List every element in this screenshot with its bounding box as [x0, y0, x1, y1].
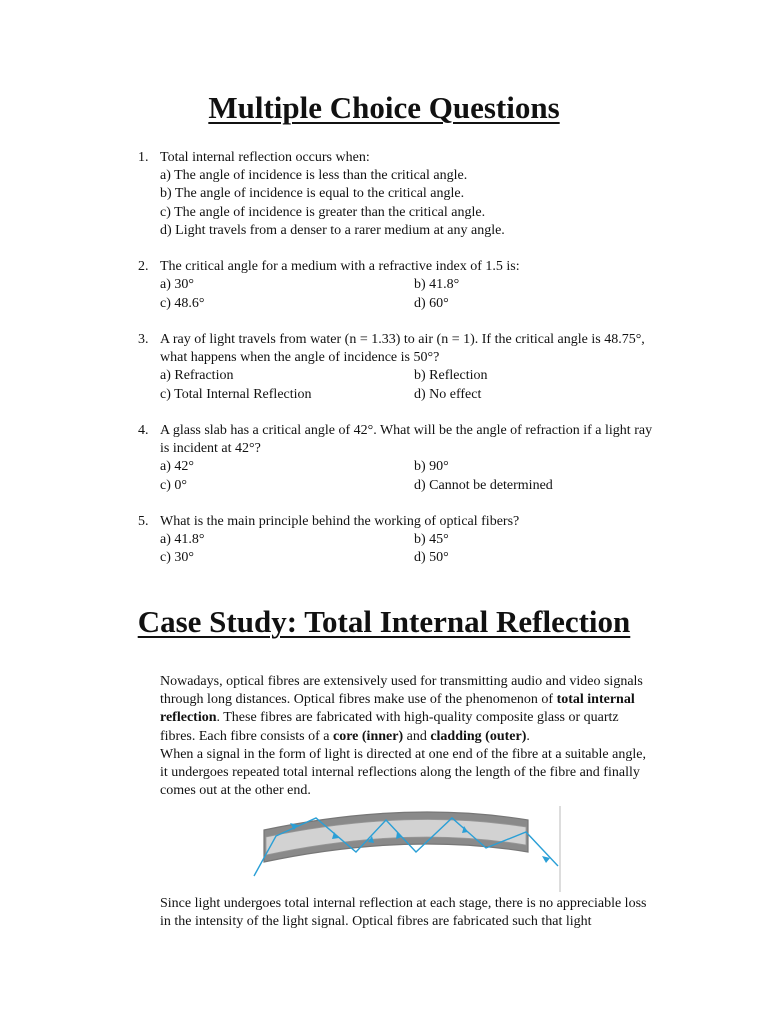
option-c: c) 0° [160, 477, 187, 493]
question-number: 5. [138, 514, 149, 529]
case-study-paragraph-1 [160, 673, 650, 800]
question-5 [138, 513, 658, 568]
option-a: a) 30° [160, 277, 194, 293]
option-grid [160, 367, 658, 403]
option-grid [160, 276, 658, 312]
p1-bold-core: core (inner) [333, 728, 404, 744]
option-b: b) 41.8° [414, 277, 460, 293]
option-c: c) The angle of incidence is greater than the critical angle. [160, 204, 486, 220]
p1-text-g: . [526, 728, 530, 744]
option-a: a) Refraction [160, 368, 234, 384]
question-2 [138, 258, 658, 313]
option-a: a) 41.8° [160, 532, 205, 548]
option-b: b) Reflection [414, 368, 488, 384]
question-text: The critical angle for a medium with a refractive index of 1.5 is: [160, 259, 520, 275]
mcq-title: Multiple Choice Questions [208, 90, 560, 125]
option-a: a) The angle of incidence is less than the critical angle. [160, 168, 468, 184]
question-number: 4. [138, 423, 149, 438]
option-d: d) Light travels from a denser to a rarer medium at any angle. [160, 222, 505, 238]
option-d: d) No effect [414, 386, 482, 402]
option-b: b) 90° [414, 459, 449, 475]
p1-bold-tir: total internal reflection [160, 692, 635, 726]
option-c: c) 30° [160, 550, 194, 566]
question-1 [138, 149, 658, 240]
optical-fibre-diagram [236, 806, 566, 892]
option-d: d) 50° [414, 550, 449, 566]
option-b: b) 45° [414, 532, 449, 548]
question-text: A glass slab has a critical angle of 42°. What will be the angle of refraction if a light ray is incident at 42°? [160, 423, 653, 457]
p1-text-c: . These fibres are fabricated with high-quality composite glass or quartz fibres. Each fibre consists of a [160, 710, 619, 744]
question-number: 2. [138, 259, 149, 275]
option-a: a) 42° [160, 459, 194, 475]
question-text: What is the main principle behind the working of optical fibers? [160, 514, 520, 529]
option-grid [160, 458, 658, 494]
option-d: d) 60° [414, 295, 449, 311]
option-grid [160, 531, 658, 567]
p1-text-a: Nowadays, optical fibres are extensively used for transmitting audio and video signals through long distances. Optical fibres make use of the phenomenon of [160, 674, 643, 708]
question-list [138, 149, 658, 586]
case-study-paragraph-3: Since light undergoes total internal reflection at each stage, there is no appreciable loss in the intensity of the light signal. Optical fibres are fabricated such that light [160, 896, 647, 930]
p1-text-e: and [403, 728, 431, 744]
p1-bold-cladding: cladding (outer) [430, 728, 527, 744]
option-c: c) 48.6° [160, 295, 205, 311]
option-c: c) Total Internal Reflection [160, 386, 312, 402]
case-study-title: Case Study: Total Internal Reflection [137, 604, 631, 639]
question-3 [138, 331, 658, 404]
option-d: d) Cannot be determined [414, 477, 553, 493]
case-study-paragraph-2: When a signal in the form of light is directed at one end of the fibre at a suitable angle, it undergoes repeated total internal reflections along the length of the fibre and finally comes out at the other end. [160, 746, 646, 799]
question-number: 1. [138, 150, 149, 165]
question-number: 3. [138, 332, 149, 347]
question-4 [138, 422, 658, 495]
question-text: Total internal reflection occurs when: [160, 150, 370, 165]
question-text: A ray of light travels from water (n = 1.33) to air (n = 1). If the critical angle is 48.75°, what happens when the angle of incidence is 50°? [160, 332, 645, 366]
option-b: b) The angle of incidence is equal to the critical angle. [160, 186, 465, 202]
